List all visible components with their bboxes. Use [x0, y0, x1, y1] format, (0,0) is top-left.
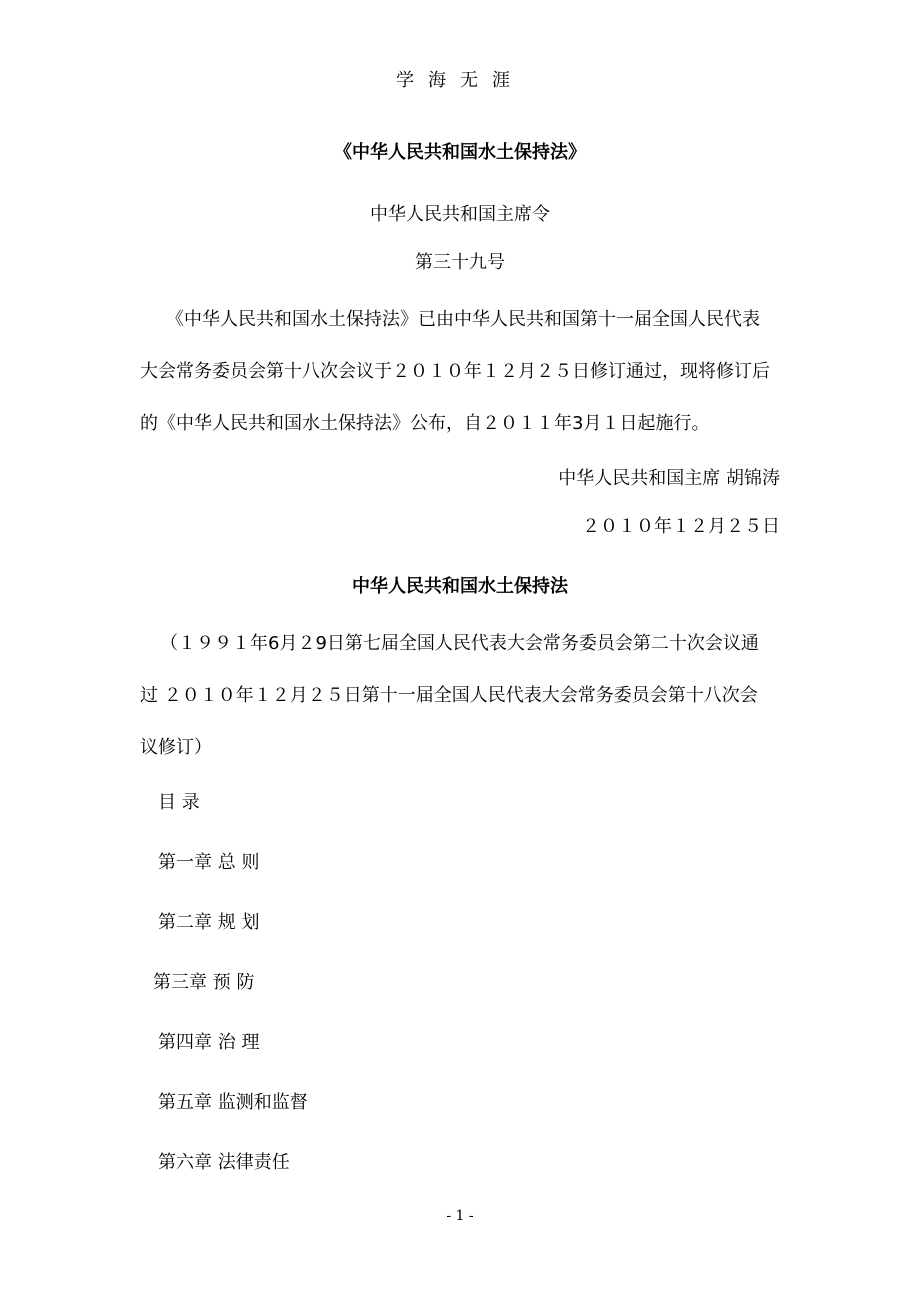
document-title: 《中华人民共和国水土保持法》	[334, 142, 586, 163]
announcement-line: 《中华人民共和国水土保持法》已由中华人民共和国第十一届全国人民代表	[166, 309, 760, 330]
toc-item: 第二章 规 划	[158, 912, 260, 933]
toc-heading: 目 录	[158, 792, 200, 813]
signatory: 中华人民共和国主席 胡锦涛	[558, 468, 780, 489]
announcement-line: 大会常务委员会第十八次会议于２０１０年１２月２５日修订通过，现将修订后	[140, 361, 770, 382]
announcement-paragraph	[140, 294, 782, 450]
order-issuer: 中华人民共和国主席令	[370, 204, 550, 225]
toc-item: 第五章 监测和监督	[158, 1092, 308, 1113]
toc-item: 第一章 总 则	[158, 852, 260, 873]
toc-item: 第三章 预 防	[153, 972, 255, 993]
toc-item: 第六章 法律责任	[158, 1152, 290, 1173]
history-line: （１９９１年6月２9日第七届全国人民代表大会常务委员会第二十次会议通	[160, 633, 759, 654]
history-line: 过 ２０１０年１２月２５日第十一届全国人民代表大会常务委员会第十八次会	[140, 685, 758, 706]
page-header: 学海无涯	[396, 70, 524, 91]
order-number: 第三十九号	[415, 252, 505, 273]
law-title: 中华人民共和国水土保持法	[352, 576, 568, 597]
sign-date: ２０１０年１２月２５日	[582, 516, 780, 537]
history-paragraph	[140, 618, 782, 774]
page-number: - 1 -	[446, 1208, 474, 1224]
toc-item: 第四章 治 理	[158, 1032, 260, 1053]
history-line: 议修订）	[140, 737, 212, 758]
announcement-line: 的《中华人民共和国水土保持法》公布，自２０１１年3月１日起施行。	[140, 413, 710, 434]
